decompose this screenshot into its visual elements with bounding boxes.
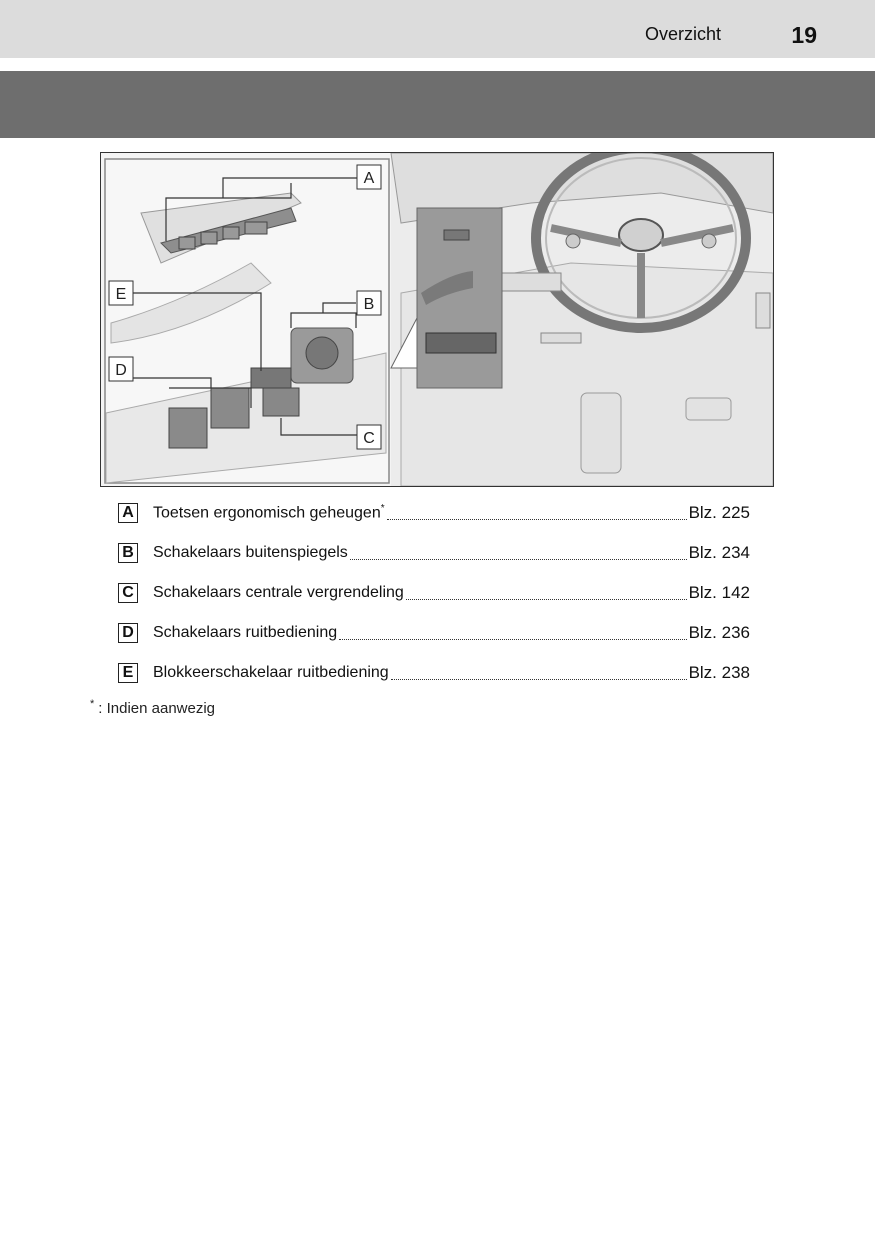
dot-leader: [339, 627, 686, 640]
item-label: Blokkeerschakelaar ruitbediening: [153, 664, 389, 681]
item-label: Schakelaars ruitbediening: [153, 624, 338, 641]
item-letter-badge: A: [118, 503, 138, 523]
page-reference[interactable]: Blz. 225: [688, 503, 750, 522]
page-number: 19: [791, 22, 817, 48]
footnote-text: : Indien aanwezig: [98, 700, 216, 717]
footnote-marker: *: [90, 698, 95, 710]
dot-leader: [406, 587, 687, 600]
footnote: [90, 698, 215, 717]
dot-leader: [387, 507, 687, 520]
callout-b: B: [363, 296, 375, 313]
page-reference[interactable]: Blz. 238: [688, 663, 750, 682]
list-item: [118, 582, 750, 604]
page-reference[interactable]: Blz. 234: [688, 543, 750, 562]
section-title: Overzicht: [644, 24, 721, 44]
callout-e: E: [115, 286, 127, 303]
list-item: [118, 622, 750, 644]
dot-leader: [391, 667, 687, 680]
callout-c: C: [363, 430, 375, 447]
item-label: Schakelaars buitenspiegels: [153, 544, 348, 561]
page-reference[interactable]: Blz. 142: [688, 583, 750, 602]
list-item: [118, 542, 750, 564]
callout-a: A: [363, 170, 375, 187]
item-letter-badge: D: [118, 623, 138, 643]
list-item: [118, 502, 750, 524]
item-letter-badge: B: [118, 543, 138, 563]
list-item: [118, 662, 750, 684]
item-letter-badge: E: [118, 663, 138, 683]
interior-drawing: [101, 153, 773, 486]
car-interior-illustration: [100, 152, 774, 487]
page-header: [0, 0, 875, 58]
callout-d: D: [115, 362, 127, 379]
dot-leader: [350, 547, 687, 560]
page-reference[interactable]: Blz. 236: [688, 623, 750, 642]
item-label: Schakelaars centrale vergrendeling: [153, 584, 404, 601]
asterisk-marker: *: [380, 503, 385, 515]
item-label: Toetsen ergonomisch geheugen: [153, 504, 381, 522]
item-letter-badge: C: [118, 583, 138, 603]
header-band: [0, 71, 875, 138]
